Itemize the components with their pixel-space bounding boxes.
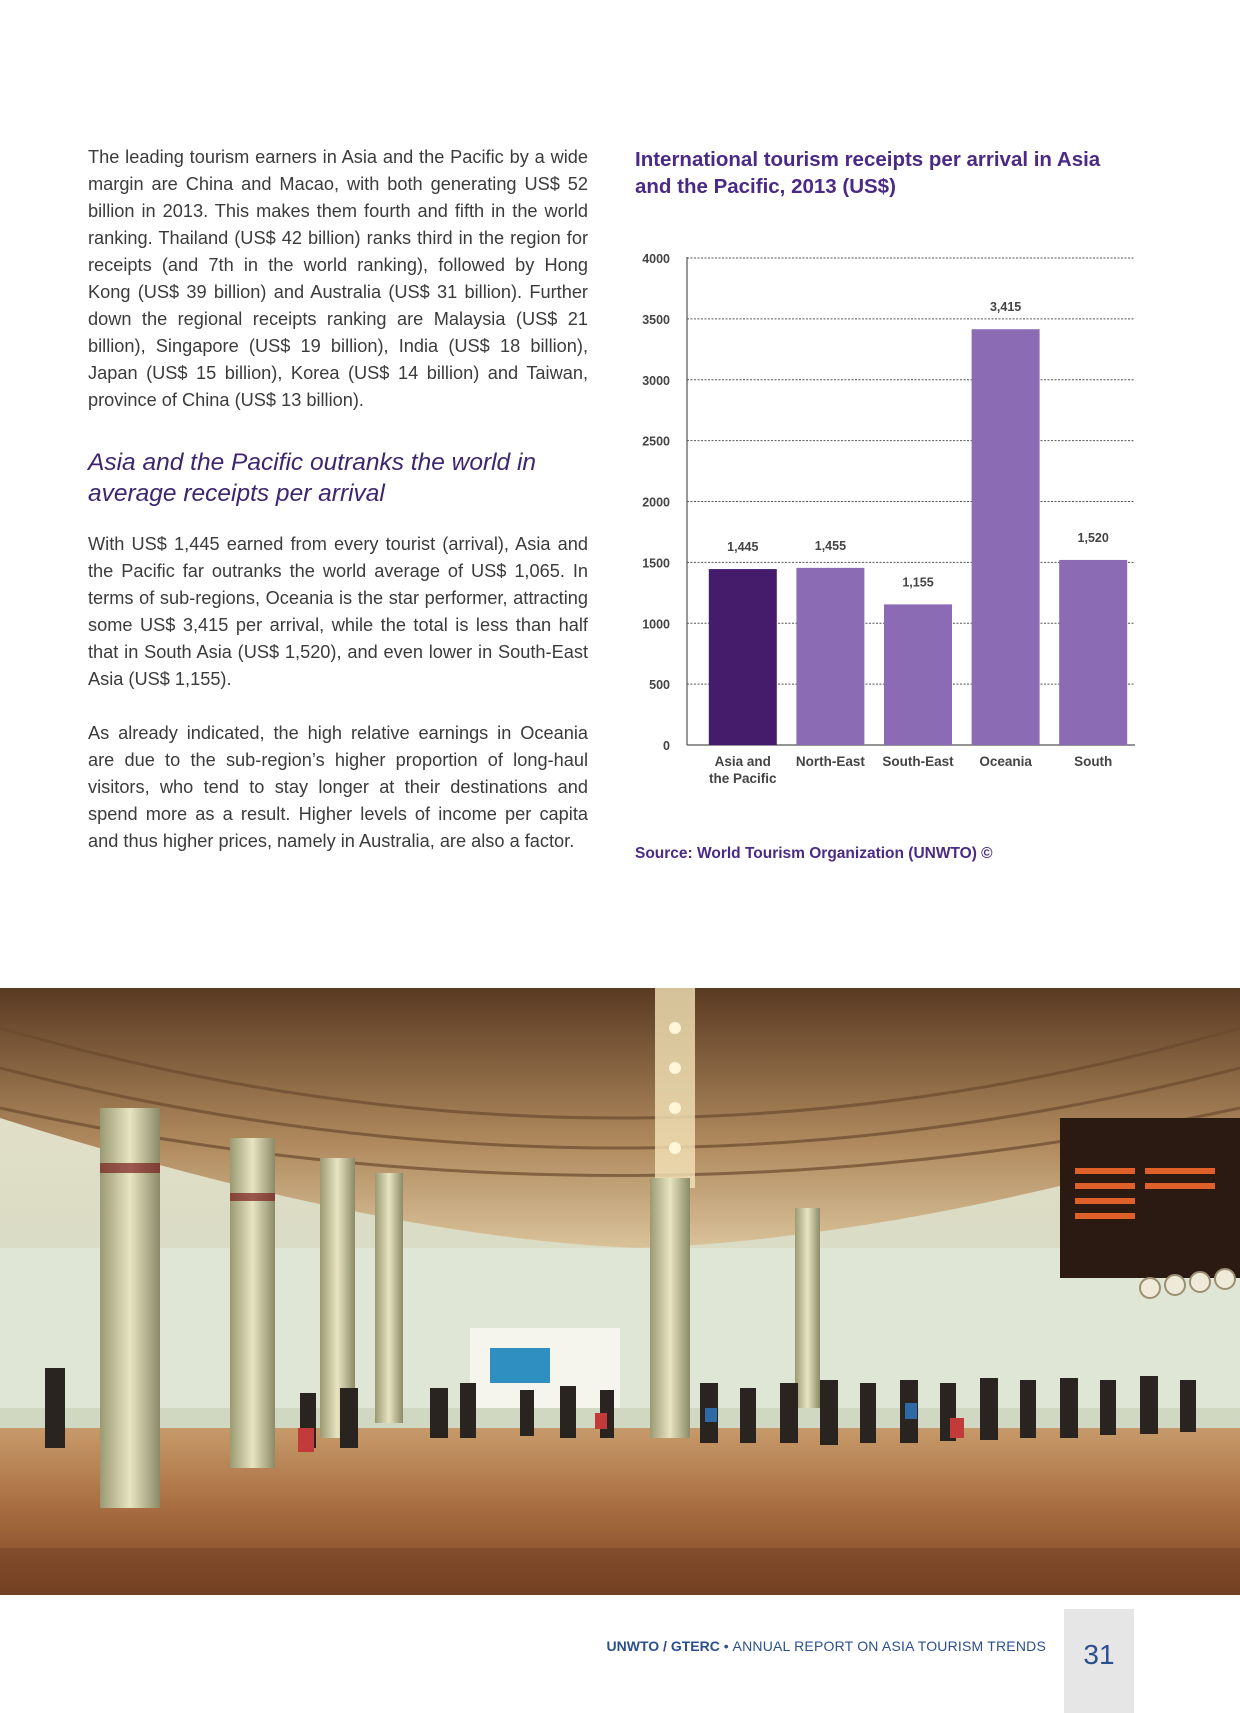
y-tick-label: 500 [649, 678, 670, 693]
bar-value-label: 1,455 [814, 538, 847, 553]
chart-source: Source: World Tourism Organization (UNWTO) © [635, 845, 993, 862]
body-paragraph-3: As already indicated, the high relative earnings in Oceania are due to the sub-region’s higher proportion of long-haul visitors, who tend to stay longer at their destinations and spend more as a result. Higher levels of income per capita and thus higher prices, namely in Australia, are also a factor. [88, 723, 588, 851]
body-paragraph-2: With US$ 1,445 earned from every tourist (arrival), Asia and the Pacific far outranks the world average of US$ 1,065. In terms of sub-regions, Oceania is the star performer, attracting some US$ 3,415 per arrival, while the total is less than half that in South Asia (US$ 1,520), and even lower in South-East Asia (US$ 1,155). [88, 534, 588, 689]
category-label: South-East [882, 754, 954, 769]
chart-title: International tourism receipts per arrival in Asia and the Pacific, 2013 (US$) [635, 148, 1101, 198]
y-tick-label: 1000 [642, 617, 670, 632]
bar-2 [884, 604, 952, 745]
y-tick-label: 3000 [642, 373, 670, 388]
footer-title: ANNUAL REPORT ON ASIA TOURISM TRENDS [732, 1638, 1046, 1654]
bar-0 [709, 569, 777, 745]
footer-bullet: • [719, 1638, 733, 1654]
bar-value-label: 1,445 [727, 540, 759, 555]
y-tick-label: 2000 [642, 495, 670, 510]
category-label: South [1074, 754, 1113, 769]
airport-terminal-photo [0, 988, 1240, 1595]
running-footer [607, 1638, 1046, 1654]
bar-chart [630, 245, 1140, 805]
category-label: Asia and [714, 754, 771, 769]
y-tick-label: 0 [663, 739, 670, 753]
body-paragraph-1: The leading tourism earners in Asia and the Pacific by a wide margin are China and Macao, with both generating US$ 52 billion in 2013. This makes them fourth and fifth in the world ranking. Thailand (US$ 42 billion) ranks third in the region for receipts (and 7th in the world ranking), followed by Hong Kong (US$ 39 billion) and Australia (US$ 31 billion). Further down the regional receipts ranking are Malaysia (US$ 21 billion), Singapore (US$ 19 billion), India (US$ 18 billion), Japan (US$ 15 billion), Korea (US$ 14 billion) and Taiwan, province of China (US$ 13 billion). [88, 147, 588, 410]
y-tick-label: 1500 [642, 556, 670, 571]
y-tick-label: 2500 [642, 434, 670, 449]
y-tick-label: 4000 [642, 252, 670, 266]
y-tick-label: 3500 [642, 312, 670, 327]
page-number: 31 [1083, 1639, 1115, 1670]
category-label: the Pacific [709, 771, 777, 786]
bar-4 [1059, 560, 1127, 745]
category-label: Oceania [979, 754, 1032, 769]
section-heading: Asia and the Pacific outranks the world in average receipts per arrival [88, 449, 537, 507]
bar-value-label: 1,155 [902, 575, 934, 590]
bar-3 [972, 329, 1040, 745]
bar-value-label: 3,415 [989, 300, 1022, 315]
airport-terminal-illustration [0, 988, 1240, 1595]
bar-1 [796, 568, 864, 745]
page-number-tab [1064, 1609, 1134, 1713]
text-column [88, 144, 588, 855]
footer-org: UNWTO / GTERC [606, 1638, 720, 1654]
bar-value-label: 1,520 [1077, 530, 1109, 545]
category-label: North-East [795, 754, 865, 769]
